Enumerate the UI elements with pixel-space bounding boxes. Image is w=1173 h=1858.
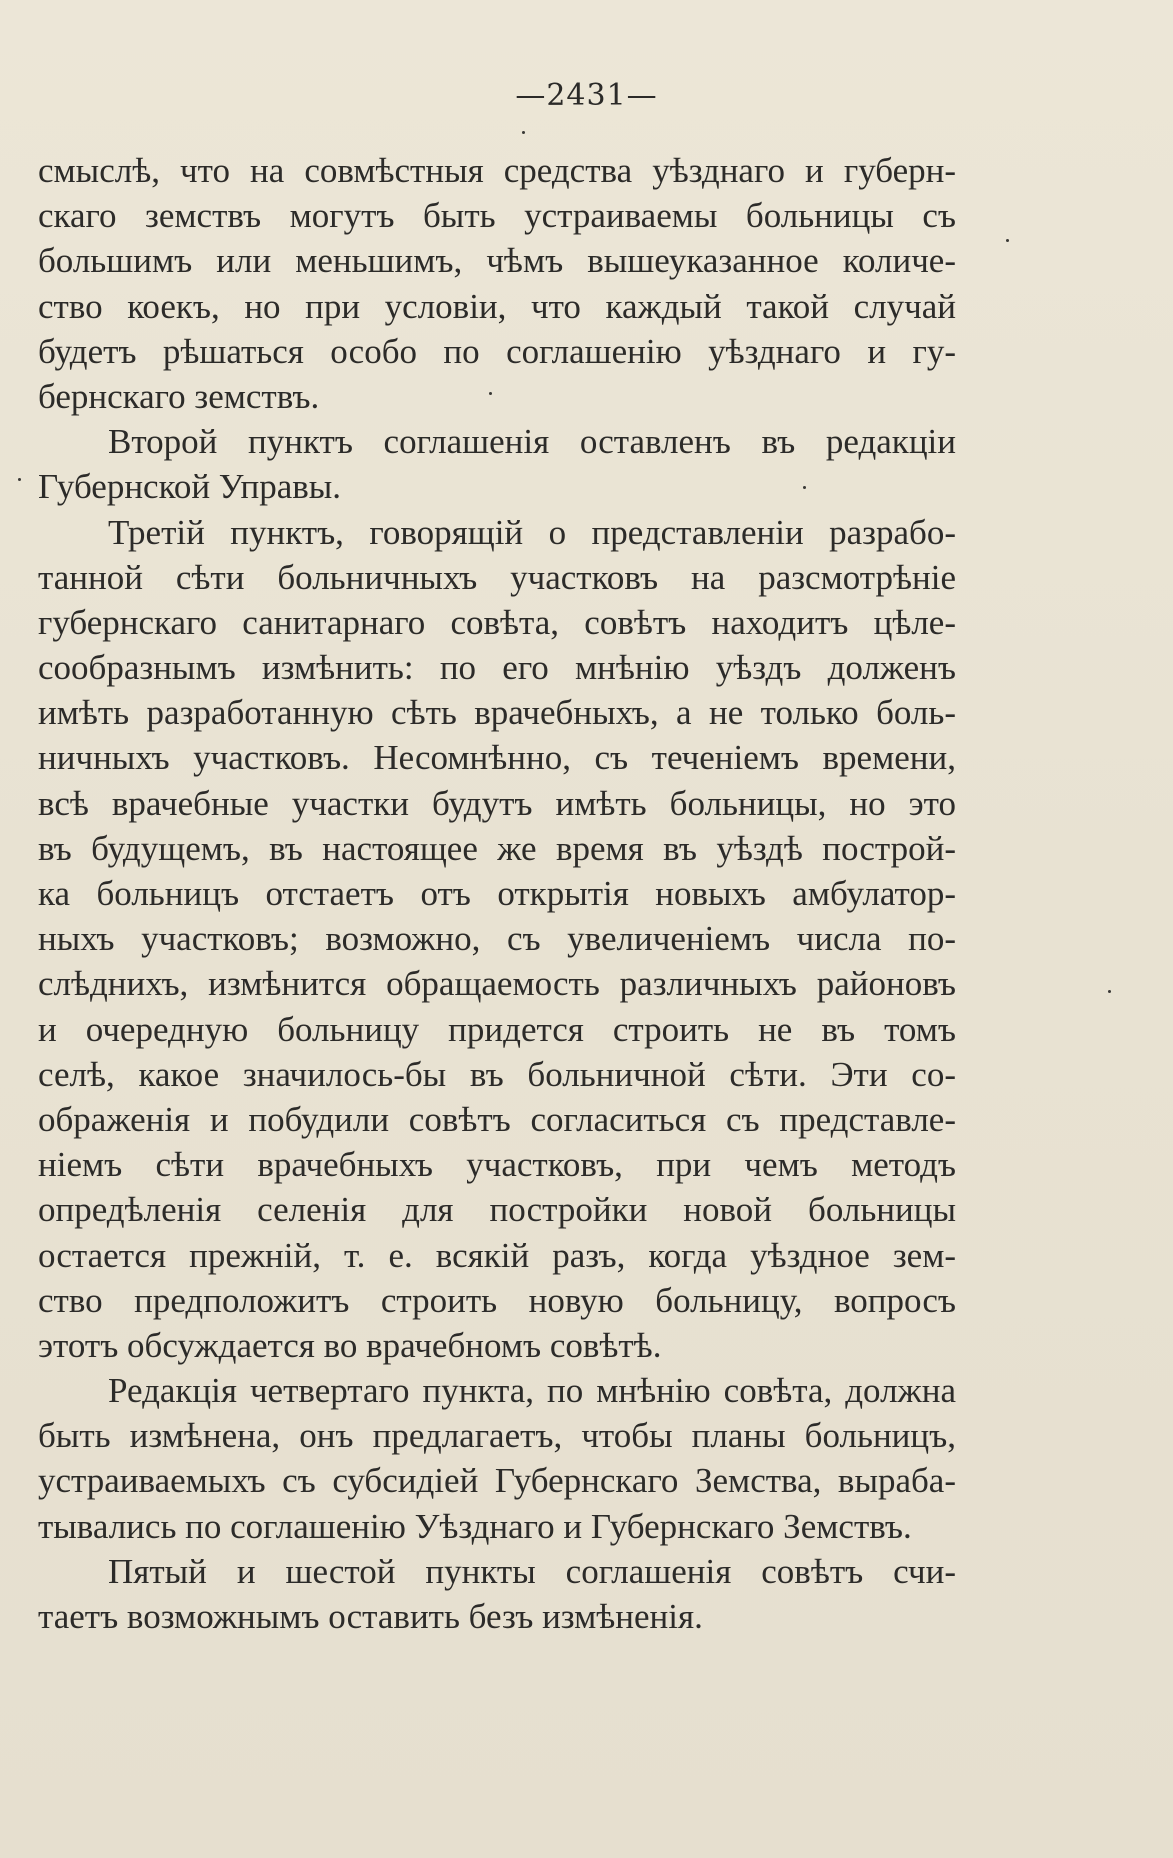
text-line: Редакція четвертаго пункта, по мнѣнію совѣта, должна: [108, 1371, 956, 1411]
text-line: бернскаго земствъ.: [38, 376, 320, 416]
text-line: губернскаго санитарнаго совѣта, совѣтъ находитъ цѣле-: [38, 602, 956, 642]
text-line: ніемъ сѣти врачебныхъ участковъ, при чемъ методъ: [38, 1145, 956, 1185]
ink-speck: [489, 392, 492, 395]
ink-speck: [522, 131, 525, 134]
text-line: сообразнымъ измѣнить: по его мнѣнію уѣздъ долженъ: [38, 648, 956, 688]
text-line: Второй пунктъ соглашенія оставленъ въ редакціи: [108, 422, 956, 462]
body-text: [38, 148, 956, 1639]
text-line: таетъ возможнымъ оставить безъ измѣненія.: [38, 1597, 703, 1636]
text-line: будетъ рѣшаться особо по соглашенію уѣзднаго и гу-: [38, 331, 956, 371]
text-line: ображенія и побудили совѣтъ согласиться съ представле-: [38, 1099, 956, 1139]
page-number: —2431—: [515, 78, 658, 113]
ink-speck: [18, 478, 21, 481]
text-line: селѣ, какое значилось-бы въ больничной сѣти. Эти со-: [38, 1054, 956, 1094]
text-line: слѣднихъ, измѣнится обращаемость различныхъ районовъ: [38, 964, 956, 1004]
text-line: ство коекъ, но при условіи, что каждый такой случай: [38, 286, 956, 326]
text-line: ныхъ участковъ; возможно, съ увеличеніемъ числа по-: [38, 919, 956, 959]
text-line: остается прежній, т. е. всякій разъ, когда уѣздное зем-: [38, 1235, 956, 1275]
ink-speck: [1108, 990, 1111, 993]
text-line: Губернской Управы.: [38, 467, 342, 507]
text-line: устраиваемыхъ съ субсидіей Губернскаго Земства, выраба-: [38, 1461, 956, 1501]
text-line: Пятый и шестой пункты соглашенія совѣтъ счи-: [108, 1551, 956, 1591]
text-line: танной сѣти больничныхъ участковъ на разсмотрѣніе: [38, 557, 956, 597]
text-line: большимъ или меньшимъ, чѣмъ вышеуказанное количе-: [38, 241, 956, 281]
ink-speck: [803, 486, 806, 489]
text-line: всѣ врачебные участки будутъ имѣть больницы, но это: [38, 783, 956, 823]
text-line: въ будущемъ, въ настоящее же время въ уѣздѣ построй-: [38, 828, 956, 868]
text-line: быть измѣнена, онъ предлагаетъ, чтобы планы больницъ,: [38, 1416, 956, 1456]
text-line: этотъ обсуждается во врачебномъ совѣтѣ.: [38, 1325, 662, 1365]
text-line: смыслѣ, что на совмѣстныя средства уѣзднаго и губерн-: [38, 151, 956, 190]
text-line: ство предположитъ строить новую больницу, вопросъ: [38, 1280, 956, 1320]
text-line: ничныхъ участковъ. Несомнѣнно, съ теченіемъ времени,: [38, 738, 956, 778]
text-line: тывались по соглашенію Уѣзднаго и Губернскаго Земствъ.: [38, 1506, 912, 1546]
text-line: Третій пунктъ, говорящій о представленіи разрабо-: [108, 512, 956, 552]
text-line: и очередную больницу придется строить не въ томъ: [38, 1009, 956, 1049]
ink-speck: [1006, 239, 1009, 242]
text-line: опредѣленія селенія для постройки новой больницы: [38, 1190, 956, 1230]
text-line: скаго земствъ могутъ быть устраиваемы больницы съ: [38, 196, 956, 236]
text-line: ка больницъ отстаетъ отъ открытія новыхъ амбулатор-: [38, 874, 956, 913]
text-line: имѣть разработанную сѣть врачебныхъ, а не только боль-: [38, 693, 956, 733]
